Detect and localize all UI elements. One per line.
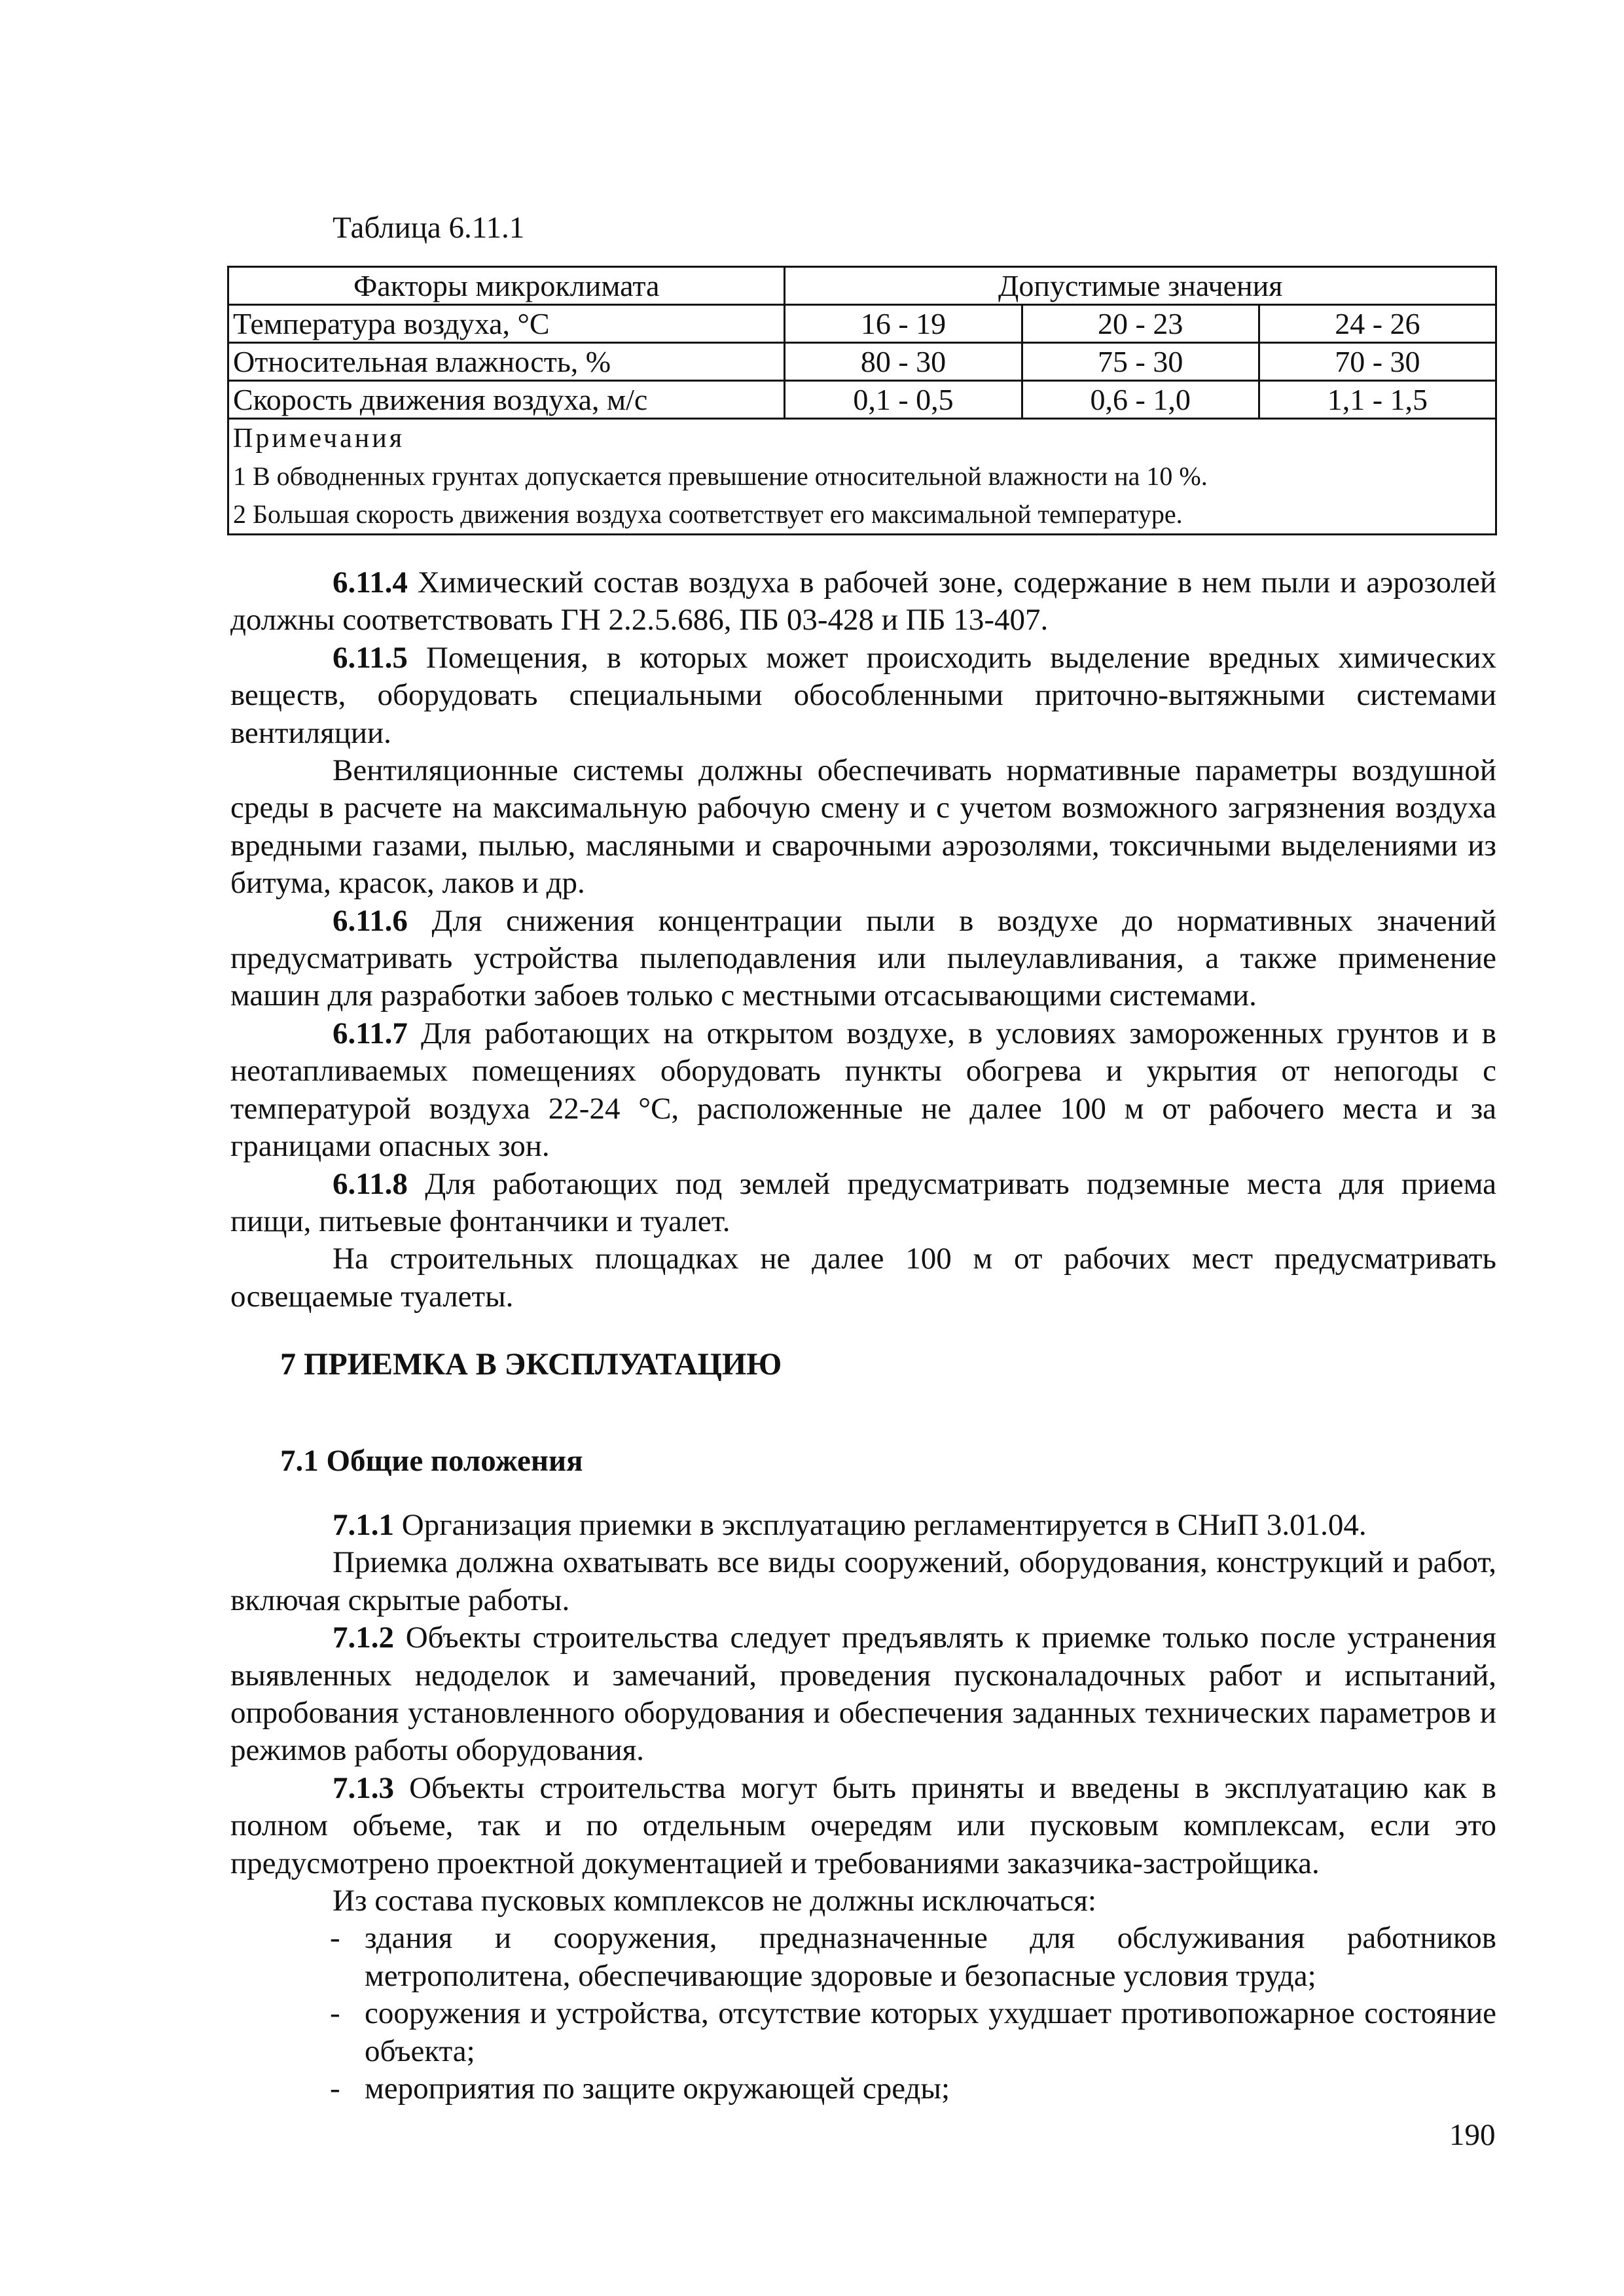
table-row <box>228 343 1496 381</box>
clause-number: 6.11.5 <box>333 640 408 675</box>
clause-number: 6.11.6 <box>333 903 408 938</box>
paragraph-text: Для снижения концентрации пыли в воздухе до нормативных значений предусматривать устройства пылеподавления или пылеулавливания, а также применение машин для разработки забоев только с местными отсасывающими системами. <box>230 903 1496 1013</box>
table-caption: Таблица 6.11.1 <box>333 211 525 245</box>
paragraph-text: Организация приемки в эксплуатацию регламентируется в СНиП 3.01.04. <box>394 1508 1367 1542</box>
row-label: Температура воздуха, °С <box>228 305 785 343</box>
header-factor: Факторы микроклимата <box>228 267 785 305</box>
paragraph-6-11-8 <box>230 1166 1496 1241</box>
row-value: 1,1 - 1,5 <box>1259 381 1496 419</box>
paragraph-text: Для работающих под землей предусматривать подземные места для приема пищи, питьевые фонтанчики и туалет. <box>230 1166 1496 1238</box>
paragraph-text: Для работающих на открытом воздухе, в условиях замороженных грунтов и в неотапливаемых помещениях оборудовать пункты обогрева и укрытия от непогоды с температурой воздуха 22-24 °С, расположенные не далее 100 м от рабочего места и за границами опасных зон. <box>230 1016 1496 1164</box>
paragraph-6-11-6 <box>230 903 1496 1015</box>
clause-number: 7.1.1 <box>333 1508 394 1542</box>
row-value: 16 - 19 <box>785 305 1022 343</box>
notes-title: Примечания <box>233 423 405 454</box>
list-item <box>230 2070 1496 2108</box>
dash-marker: - <box>330 2072 340 2106</box>
note-item: 1 В обводненных грунтах допускается превышение относительной влажности на 10 %. <box>233 461 1208 491</box>
paragraph-6-11-4 <box>230 564 1496 639</box>
row-value: 0,1 - 0,5 <box>785 381 1022 419</box>
paragraph-text: Помещения, в которых может происходить выделение вредных химических веществ, оборудовать специальными обособленными приточно-вытяжными системами вентиляции. <box>230 640 1496 750</box>
paragraph-list-intro: Из состава пусковых комплексов не должны исключаться: <box>333 1884 1096 1918</box>
paragraph-7-1-1 <box>230 1507 1496 1544</box>
row-value: 20 - 23 <box>1022 305 1259 343</box>
paragraph-text: Объекты строительства следует предъявлять к приемке только после устранения выявленных недоделок и замечаний, проведения пусконаладочных работ и испытаний, опробования установленного оборудования и обеспечения заданных технических параметров и режимов работы оборудования. <box>230 1621 1496 1768</box>
paragraph-6-11-7 <box>230 1015 1496 1166</box>
paragraph-7-1-3 <box>230 1770 1496 1882</box>
row-value: 0,6 - 1,0 <box>1022 381 1259 419</box>
section-7-1-title: 7.1 Общие положения <box>280 1444 583 1478</box>
row-label: Относительная влажность, % <box>228 343 785 381</box>
table-header-row <box>228 267 1496 305</box>
dash-marker: - <box>330 1921 340 1956</box>
list-item <box>230 1920 1496 1995</box>
dash-marker: - <box>330 1996 340 2031</box>
chapter-7-title: 7 ПРИЕМКА В ЭКСПЛУАТАЦИЮ <box>280 1347 782 1382</box>
paragraph-text: Объекты строительства могут быть приняты и введены в эксплуатацию как в полном объеме, так и по отдельным очередям или пусковым комплексам, если это предусмотрено проектной документацией и требованиями заказчика-застройщика. <box>230 1770 1496 1880</box>
row-value: 70 - 30 <box>1259 343 1496 381</box>
row-value: 80 - 30 <box>785 343 1022 381</box>
clause-number: 7.1.3 <box>333 1770 394 1805</box>
clause-number: 6.11.8 <box>333 1166 408 1201</box>
header-values: Допустимые значения <box>785 267 1496 305</box>
row-label: Скорость движения воздуха, м/с <box>228 381 785 419</box>
list-item <box>230 1995 1496 2070</box>
table-row <box>228 381 1496 419</box>
table-row <box>228 305 1496 343</box>
paragraph-6-11-5 <box>230 639 1496 752</box>
microclimate-table <box>227 266 1497 535</box>
table-notes <box>228 419 1496 535</box>
list-item-text: здания и сооружения, предназначенные для обслуживания работников метрополитена, обеспечивающие здоровые и безопасные условия труда; <box>365 1921 1496 1993</box>
section-6-11-body <box>230 564 1496 1316</box>
paragraph-text: Химический состав воздуха в рабочей зоне, содержание в нем пыли и аэрозолей должны соответствовать ГН 2.2.5.686, ПБ 03-428 и ПБ 13-407. <box>230 565 1496 637</box>
clause-number: 7.1.2 <box>333 1621 394 1655</box>
page-number: 190 <box>1449 2118 1496 2152</box>
clause-number: 6.11.4 <box>333 565 408 600</box>
paragraph-acceptance: Приемка должна охватывать все виды сооружений, оборудования, конструкций и работ, включая скрытые работы. <box>230 1545 1496 1617</box>
paragraph-ventilation: Вентиляционные системы должны обеспечивать нормативные параметры воздушной среды в расчете на максимальную рабочую смену и с учетом возможного загрязнения воздуха вредными газами, пылью, масляными и сварочными аэрозолями, токсичными выделениями из битума, красок, лаков и др. <box>230 753 1496 901</box>
note-item: 2 Большая скорость движения воздуха соответствует его максимальной температуре. <box>233 499 1183 529</box>
paragraph-sites: На строительных площадках не далее 100 м от рабочих мест предусматривать освещаемые туалеты. <box>230 1242 1496 1314</box>
exclusion-list <box>230 1920 1496 2108</box>
paragraph-7-1-2 <box>230 1619 1496 1770</box>
clause-number: 6.11.7 <box>333 1016 408 1050</box>
table-notes-row <box>228 419 1496 535</box>
section-7-1-body <box>230 1507 1496 2108</box>
list-item-text: мероприятия по защите окружающей среды; <box>365 2072 950 2106</box>
row-value: 75 - 30 <box>1022 343 1259 381</box>
row-value: 24 - 26 <box>1259 305 1496 343</box>
list-item-text: сооружения и устройства, отсутствие которых ухудшает противопожарное состояние объекта; <box>365 1996 1496 2068</box>
